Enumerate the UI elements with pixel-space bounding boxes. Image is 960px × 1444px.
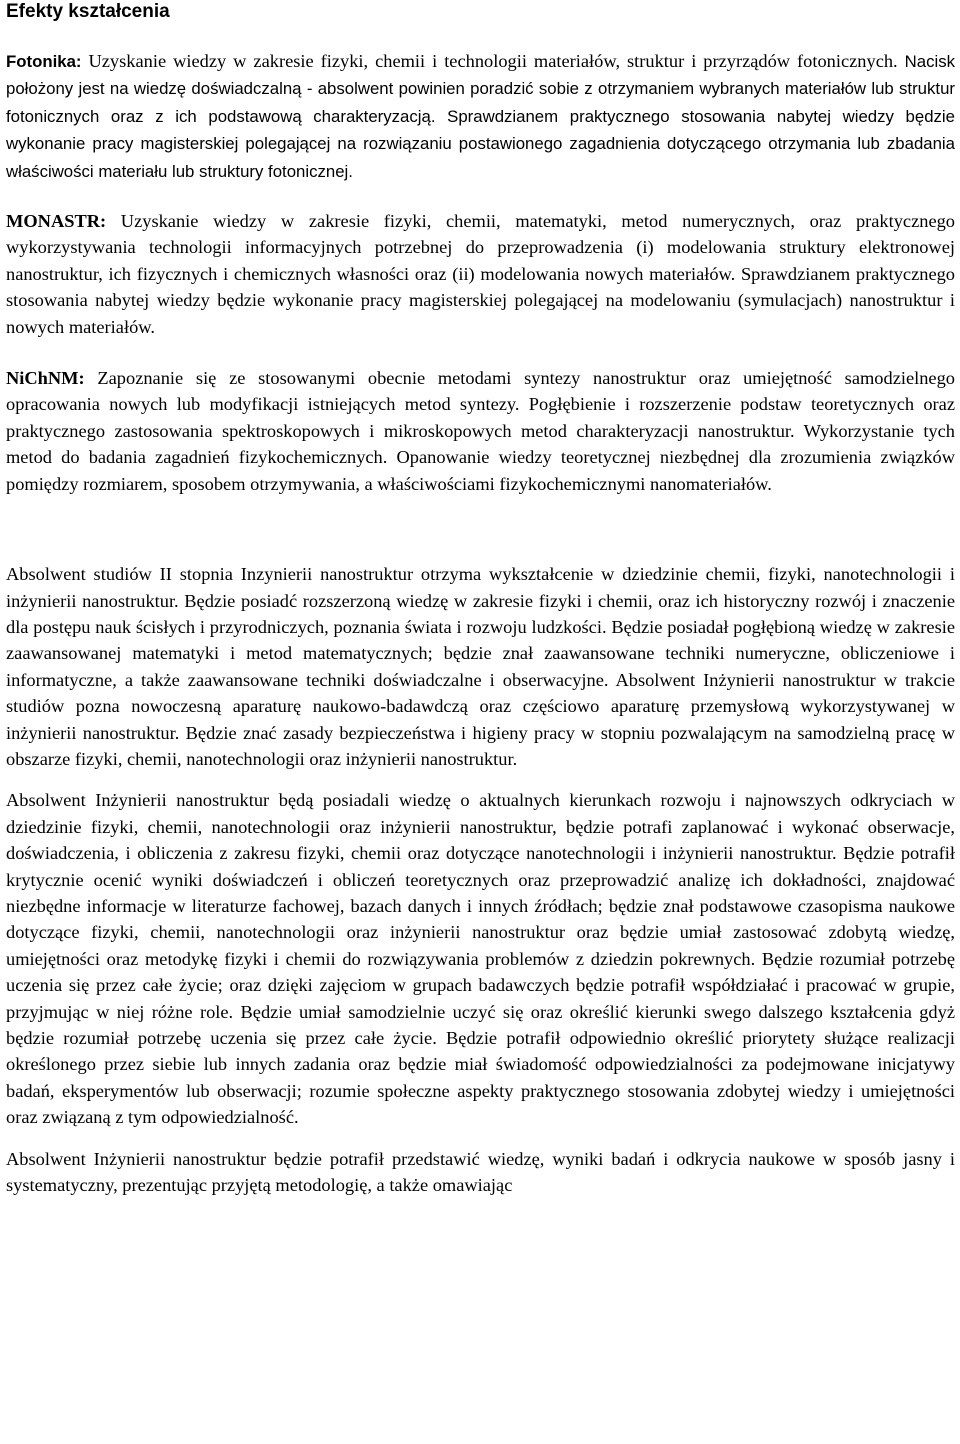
program-name-fotonika: Fotonika: xyxy=(6,52,82,71)
paragraph-absolwent-2: Absolwent Inżynierii nanostruktur będą posiadali wiedzę o aktualnych kierunkach rozwoju i najnowszych odkryciach w dziedzinie fizyki, chemii, nanotechnologii oraz inżynierii nanostruktur, będzie potrafi zaplanować i wykonać obserwacje, doświadczenia, i obliczenia z zakresu fizyki, chemii oraz dotyczące nanotechnologii i inżynierii nanostruktur. Będzie potrafił krytycznie ocenić wyniki doświadczeń i obliczeń teoretycznych oraz przeprowadzić analizę ich dokładności, znajdować niezbędne informacje w literaturze fachowej, bazach danych i innych źródłach; będzie znał podstawowe czasopisma naukowe dotyczące fizyki, chemii, nanotechnologii oraz inżynierii nanostruktur oraz będzie umiał zastosować zdobytą wiedzę, umiejętności oraz metodykę fizyki i chemii do rozwiązywania problemów z dziedzin pokrewnych. Będzie rozumiał potrzebę uczenia się przez całe życie; oraz dzięki zajęciom w grupach badawczych będzie potrafił współdziałać i pracować w grupie, przyjmując w niej różne role. Będzie umiał samodzielnie uczyć się oraz określić kierunki swego dalszego kształcenia gdyż będzie rozumiał potrzebę uczenia się przez całe życie. Będzie potrafił odpowiednio określić priorytety służące realizacji określonego przez siebie lub innych zadania oraz będzie miał świadomość odpowiedzialności za podejmowane inicjatywy badań, eksperymentów lub obserwacji; rozumie społeczne aspekty praktycznego stosowania zdobytej wiedzy i umiejętności oraz związaną z tym odpowiedzialność. xyxy=(6,790,955,1128)
paragraph-absolwent-1: Absolwent studiów II stopnia Inzynierii nanostruktur otrzyma wykształcenie w dziedzinie chemii, fizyki, nanotechnologii i inżynierii nanostruktur. Będzie posiadć rozszerzoną wiedzę w zakresie fizyki i chemii, oraz ich historyczny rozwój i znaczenie dla postępu nauk ścisłych i przyrodniczych, poznania świata i rozwoju ludzkości. Będzie posiadał pogłębioną wiedzę w zakresie zaawansowanej matematyki i metod matematycznych; będzie znał zaawansowane techniki numeryczne, obliczeniowe i informatyczne, a także zaawansowane techniki doświadczalne i obserwacyjne. Absolwent Inżynierii nanostruktur w trakcie studiów pozna nowoczesną aparaturę naukowo-badawdczą oraz częściowo aparaturę przemysłową wykorzystywanej w inżynierii nanostruktur. Będzie znać zasady bezpieczeństwa i higieny pracy w stopniu pozwalającym na samodzielną pracę w obszarze fizyki, chemii, nanotechnologii oraz inżynierii nanostruktur. xyxy=(6,564,955,769)
paragraph-absolwent-3: Absolwent Inżynierii nanostruktur będzie potrafił przedstawić wiedzę, wyniki badań i odkrycia naukowe w sposób jasny i systematyczny, prezentując przyjętą metodologię, a także omawiając xyxy=(6,1148,955,1196)
program-name-nichnm: NiChNM: xyxy=(6,368,85,389)
nichnm-text: Zapoznanie się ze stosowanymi obecnie metodami syntezy nanostruktur oraz umiejętność samodzielnego opracowania nowych lub modyfikacji istniejących metod syntezy. Pogłębienie i rozszerzenie podstaw teoretycznych oraz praktycznego zastosowania spektroskopowych i mikroskopowych metod charakteryzacji nanostruktur. Wykorzystanie tych metod do badania zagadnień fizykochemicznych. Opanowanie wiedzy teoretycznej niezbędnej dla zrozumienia związków pomiędzy rozmiarem, sposobem otrzymywania, a właściwościami fizykochemicznymi nanomateriałów. xyxy=(6,368,955,494)
fotonika-text-sans: Nacisk położony jest na wiedzę doświadczalną - absolwent powinien poradzić sobie z otrzymaniem wybranych materiałów lub struktur fotonicznych oraz z ich podstawową charakteryzacją. Sprawdzianem praktycznego stosowania nabytej wiedzy będzie wykonanie pracy magisterskiej polegającej na rozwiązaniu postawionego zagadnienia dotyczącego otrzymania lub zbadania właściwości materiału lub struktury fotonicznej. xyxy=(6,52,955,181)
document-page xyxy=(6,0,955,1198)
fotonika-text-serif: Uzyskanie wiedzy w zakresie fizyki, chemii i technologii materiałów, struktur i przyrządów fotonicznych. xyxy=(81,51,905,71)
paragraph-nichnm xyxy=(6,365,955,497)
paragraph-fotonika xyxy=(6,48,955,185)
program-name-monastr: MONASTR: xyxy=(6,211,107,232)
page-title: Efekty kształcenia xyxy=(6,1,170,22)
paragraph-monastr xyxy=(6,208,955,340)
monastr-text: Uzyskanie wiedzy w zakresie fizyki, chemii, matematyki, metod numerycznych, oraz praktycznego wykorzystywania technologii informacyjnych potrzebnej do przeprowadzenia (i) modelowania struktury elektronowej nanostruktur, ich fizycznych i chemicznych własności oraz (ii) modelowania nowych materiałów. Sprawdzianem praktycznego stosowania nabytej wiedzy będzie wykonanie pracy magisterskiej polegającej na modelowaniu (symulacjach) nanostruktur i nowych materiałów. xyxy=(6,211,955,337)
